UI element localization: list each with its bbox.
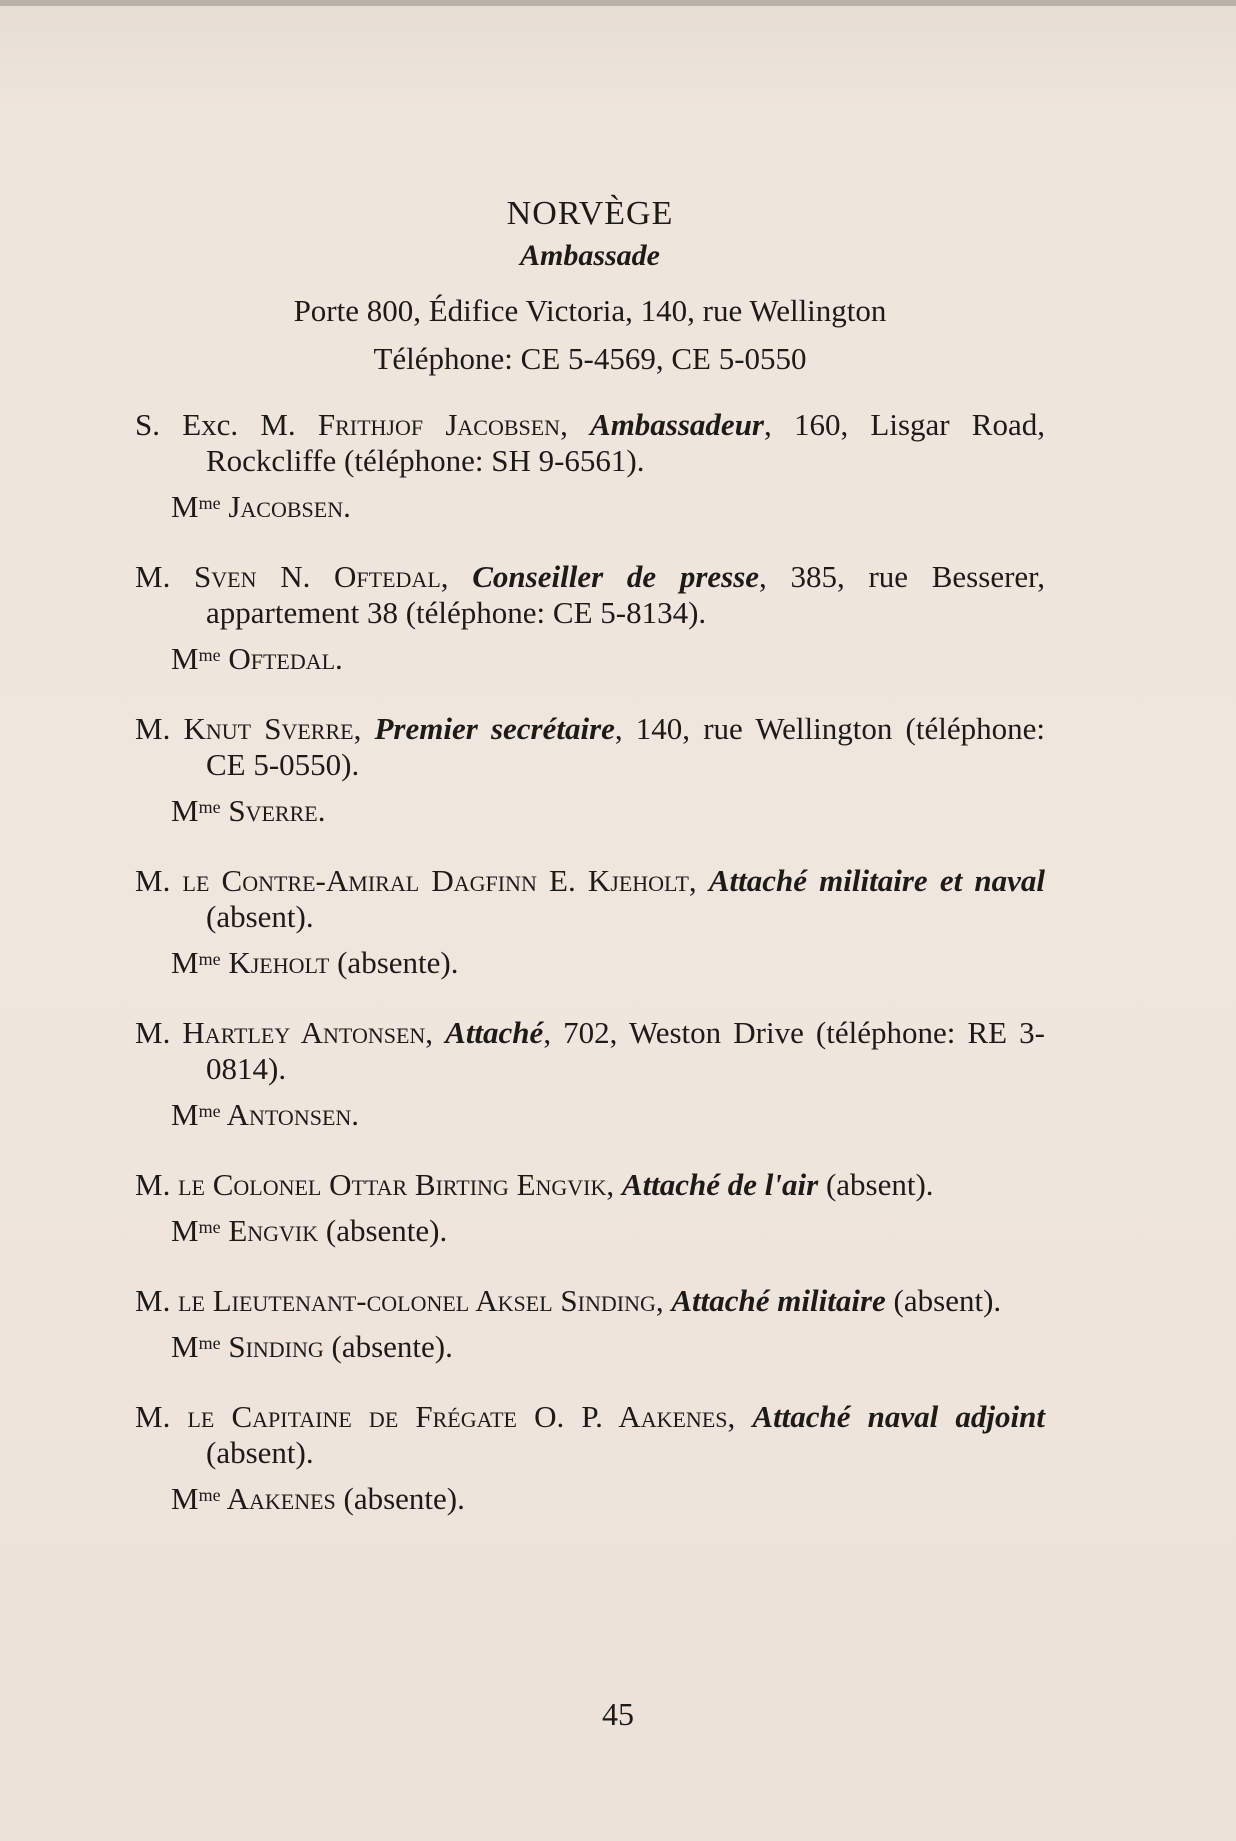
entry-prefix: M. — [135, 711, 184, 746]
entry-title: Conseiller de presse — [472, 559, 760, 594]
staff-line — [135, 1283, 1045, 1319]
staff-line — [135, 863, 1045, 935]
spouse-prefix: M — [171, 945, 199, 980]
entry-details: , 702, Weston Drive (téléphone: RE 3-0814). — [206, 1015, 1045, 1086]
page-top-edge — [0, 0, 1236, 6]
spouse-sup: me — [198, 1333, 221, 1353]
spouse-name: Oftedal — [220, 641, 336, 676]
spouse-prefix: M — [171, 1213, 199, 1248]
spouse-sup: me — [198, 493, 221, 513]
staff-line — [135, 1015, 1045, 1087]
entry-name: le Contre-Amiral Dagfinn E. Kjeholt — [182, 863, 689, 898]
entry-prefix: M. — [135, 559, 195, 594]
entry-title: Attaché militaire — [671, 1283, 886, 1318]
spouse-name: Sverre — [220, 793, 318, 828]
embassy-subtitle: Ambassade — [519, 239, 660, 272]
staff-entry — [135, 1283, 1045, 1365]
spouse-name: Sinding — [220, 1329, 324, 1364]
spouse-sup: me — [198, 645, 221, 665]
spouse-note: (absente). — [329, 945, 459, 980]
entry-sep: , — [353, 711, 375, 746]
entry-title: Attaché militaire et naval — [708, 863, 1046, 898]
spouse-note: . — [317, 793, 326, 828]
staff-line — [135, 407, 1045, 479]
spouse-prefix: M — [171, 1481, 199, 1516]
content — [135, 195, 1045, 1551]
spouse-line — [135, 1093, 1045, 1133]
spouse-sup: me — [198, 1101, 221, 1121]
spouse-name: Engvik — [220, 1213, 319, 1248]
entry-name: Sven N. Oftedal — [194, 559, 441, 594]
staff-entry — [135, 407, 1045, 525]
spouse-sup: me — [198, 949, 221, 969]
entry-details: (absent). — [206, 899, 314, 934]
spouse-prefix: M — [171, 641, 199, 676]
embassy-address: Porte 800, Édifice Victoria, 140, rue Wellington — [293, 293, 887, 328]
staff-entry — [135, 1167, 1045, 1249]
entry-name: le Capitaine de Frégate O. P. Aakenes — [187, 1399, 728, 1434]
spouse-line — [135, 789, 1045, 829]
spouse-note: (absente). — [335, 1481, 465, 1516]
spouse-prefix: M — [171, 1097, 199, 1132]
entry-prefix: M. — [135, 1167, 179, 1202]
entry-prefix: M. — [135, 863, 183, 898]
entry-sep: , — [655, 1283, 672, 1318]
entry-sep: , — [560, 407, 591, 442]
staff-line — [135, 711, 1045, 783]
staff-entry — [135, 1399, 1045, 1517]
staff-entry — [135, 1015, 1045, 1133]
entry-prefix: M. — [135, 1283, 179, 1318]
spouse-note: . — [343, 489, 351, 524]
entry-name: le Colonel Ottar Birting Engvik — [178, 1167, 607, 1202]
staff-entry — [135, 711, 1045, 829]
staff-line — [135, 1167, 1045, 1203]
entry-details: , 160, Lisgar Road, Rockcliffe (téléphone: SH 9-6561). — [206, 407, 1045, 478]
entry-title: Attaché de l'air — [621, 1167, 819, 1202]
staff-line — [135, 1399, 1045, 1471]
entry-sep: , — [688, 863, 709, 898]
spouse-note: . — [335, 641, 343, 676]
entry-sep: , — [606, 1167, 622, 1202]
spouse-prefix: M — [171, 793, 199, 828]
entry-name: Frithjof Jacobsen — [317, 407, 561, 442]
staff-list — [135, 407, 1045, 1517]
entry-title: Attaché — [445, 1015, 544, 1050]
entry-sep: , — [440, 559, 473, 594]
spouse-line — [135, 1209, 1045, 1249]
staff-entry — [135, 559, 1045, 677]
entry-prefix: M. — [135, 1015, 183, 1050]
spouse-name: Antonsen — [220, 1097, 352, 1132]
entry-prefix: M. — [135, 1399, 188, 1434]
spouse-line — [135, 1325, 1045, 1365]
entry-name: Knut Sverre — [183, 711, 354, 746]
spouse-prefix: M — [171, 1329, 199, 1364]
embassy-phone: Téléphone: CE 5-4569, CE 5-0550 — [373, 341, 807, 376]
entry-title: Attaché naval adjoint — [752, 1399, 1046, 1434]
entry-sep: , — [727, 1399, 753, 1434]
spouse-sup: me — [198, 1485, 221, 1505]
spouse-sup: me — [198, 1217, 221, 1237]
country-heading: NORVÈGE — [506, 195, 674, 232]
spouse-name: Kjeholt — [220, 945, 330, 980]
entry-details: (absent). — [885, 1283, 1002, 1318]
staff-line — [135, 559, 1045, 631]
spouse-note: . — [351, 1097, 360, 1132]
entry-details: (absent). — [206, 1435, 314, 1470]
entry-details: , 385, rue Besserer, appartement 38 (téléphone: CE 5-8134). — [206, 559, 1045, 630]
spouse-note: (absente). — [323, 1329, 453, 1364]
spouse-line — [135, 1477, 1045, 1517]
entry-details: , 140, rue Wellington (téléphone: CE 5-0550). — [206, 711, 1045, 782]
entry-sep: , — [425, 1015, 446, 1050]
entry-title: Ambassadeur — [590, 407, 764, 442]
spouse-prefix: M — [171, 489, 199, 524]
spouse-line — [135, 941, 1045, 981]
entry-name: le Lieutenant-colonel Aksel Sinding — [178, 1283, 656, 1318]
page-number: 45 — [602, 1696, 634, 1732]
spouse-name: Jacobsen — [220, 489, 344, 524]
spouse-sup: me — [198, 797, 221, 817]
spouse-name: Aakenes — [220, 1481, 336, 1516]
spouse-line — [135, 485, 1045, 525]
spouse-note: (absente). — [318, 1213, 448, 1248]
entry-details: (absent). — [818, 1167, 934, 1202]
spouse-line — [135, 637, 1045, 677]
entry-name: Hartley Antonsen — [182, 1015, 426, 1050]
entry-title: Premier secrétaire — [374, 711, 615, 746]
entry-prefix: S. Exc. M. — [135, 407, 318, 442]
staff-entry — [135, 863, 1045, 981]
